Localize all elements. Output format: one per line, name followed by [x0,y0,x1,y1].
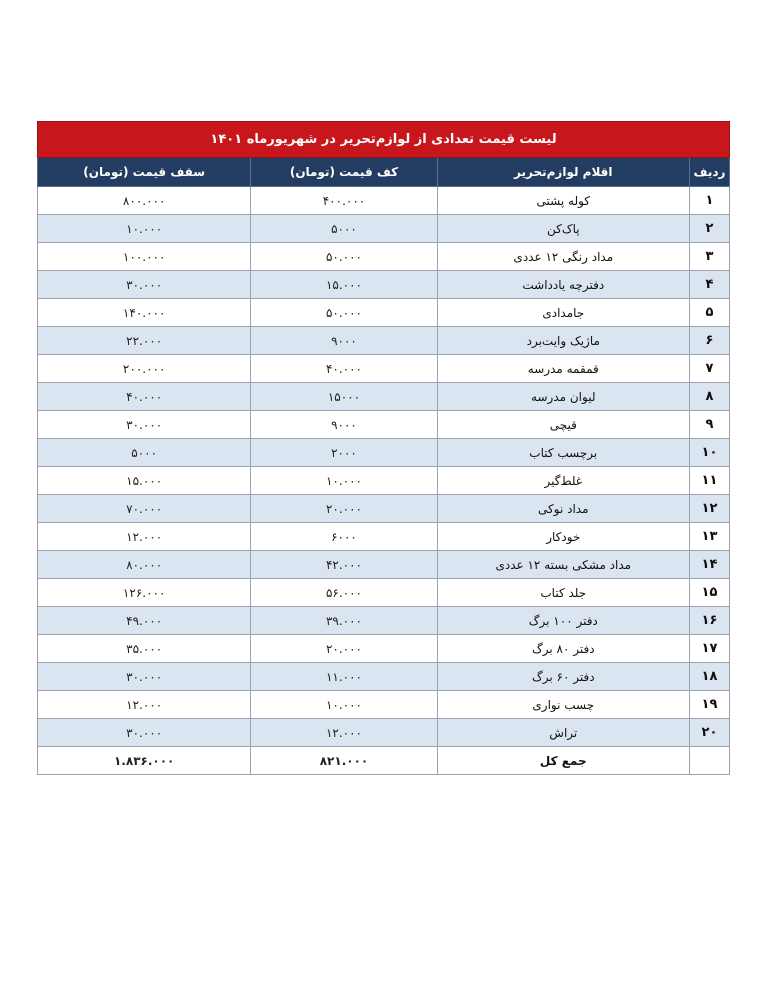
row-index: ۱۵ [689,579,729,607]
header-item: اقلام لوازم‌تحریر [437,158,689,187]
row-max-price: ۴۹.۰۰۰ [38,607,251,635]
row-index: ۹ [689,411,729,439]
row-min-price: ۴۰.۰۰۰ [251,355,437,383]
table-row [38,299,730,327]
row-max-price: ۸۰.۰۰۰ [38,551,251,579]
row-index: ۱۲ [689,495,729,523]
row-min-price: ۱۵.۰۰۰ [251,271,437,299]
row-min-price: ۵۰.۰۰۰ [251,299,437,327]
row-item: لیوان مدرسه [437,383,689,411]
row-item: جامدادی [437,299,689,327]
row-min-price: ۱۲.۰۰۰ [251,719,437,747]
table-row [38,663,730,691]
row-max-price: ۱۰.۰۰۰ [38,215,251,243]
row-max-price: ۳۵.۰۰۰ [38,635,251,663]
table-row [38,215,730,243]
table-row [38,635,730,663]
price-list-table [37,121,730,775]
row-index: ۶ [689,327,729,355]
table-row [38,691,730,719]
row-item: پاک‌کن [437,215,689,243]
row-item: مداد مشکی بسته ۱۲ عددی [437,551,689,579]
total-index-cell [689,747,729,775]
table-row [38,607,730,635]
row-min-price: ۱۵۰۰۰ [251,383,437,411]
row-index: ۷ [689,355,729,383]
total-min-price: ۸۲۱.۰۰۰ [251,747,437,775]
row-min-price: ۴۰۰.۰۰۰ [251,187,437,215]
row-min-price: ۱۰.۰۰۰ [251,691,437,719]
table-title: لیست قیمت تعدادی از لوازم‌تحریر در شهریورماه ۱۴۰۱ [38,122,730,158]
row-item: جلد کتاب [437,579,689,607]
row-index: ۱۱ [689,467,729,495]
table-row [38,523,730,551]
row-index: ۱۰ [689,439,729,467]
row-max-price: ۴۰.۰۰۰ [38,383,251,411]
row-max-price: ۱۲.۰۰۰ [38,691,251,719]
table-title-row [38,122,730,158]
table-row [38,243,730,271]
row-min-price: ۱۰.۰۰۰ [251,467,437,495]
table-row [38,271,730,299]
table-row [38,467,730,495]
row-index: ۱۶ [689,607,729,635]
table-row [38,355,730,383]
row-index: ۱۳ [689,523,729,551]
table-row [38,579,730,607]
row-index: ۱۴ [689,551,729,579]
header-max-price: سقف قیمت (تومان) [38,158,251,187]
row-item: قمقمه مدرسه [437,355,689,383]
row-min-price: ۵۶.۰۰۰ [251,579,437,607]
row-item: دفتر ۱۰۰ برگ [437,607,689,635]
row-item: غلط‌گیر [437,467,689,495]
row-item: دفترچه یادداشت [437,271,689,299]
row-min-price: ۴۲.۰۰۰ [251,551,437,579]
row-index: ۸ [689,383,729,411]
row-max-price: ۱۴۰.۰۰۰ [38,299,251,327]
header-min-price: کف قیمت (تومان) [251,158,437,187]
row-max-price: ۲۲.۰۰۰ [38,327,251,355]
total-label: جمع کل [437,747,689,775]
table-row [38,551,730,579]
row-item: قیچی [437,411,689,439]
table-row [38,495,730,523]
row-item: مداد رنگی ۱۲ عددی [437,243,689,271]
row-max-price: ۱۵.۰۰۰ [38,467,251,495]
row-index: ۴ [689,271,729,299]
row-item: تراش [437,719,689,747]
row-max-price: ۳۰.۰۰۰ [38,411,251,439]
row-max-price: ۵۰۰۰ [38,439,251,467]
row-max-price: ۲۰۰.۰۰۰ [38,355,251,383]
row-item: دفتر ۸۰ برگ [437,635,689,663]
table-row [38,411,730,439]
table-row [38,719,730,747]
row-item: کوله پشتی [437,187,689,215]
row-item: خودکار [437,523,689,551]
row-min-price: ۲۰.۰۰۰ [251,495,437,523]
row-index: ۵ [689,299,729,327]
row-max-price: ۱۲.۰۰۰ [38,523,251,551]
row-item: ماژیک وایت‌برد [437,327,689,355]
row-max-price: ۳۰.۰۰۰ [38,663,251,691]
row-max-price: ۷۰.۰۰۰ [38,495,251,523]
row-index: ۳ [689,243,729,271]
row-item: چسب نواری [437,691,689,719]
table-body [38,187,730,747]
row-item: دفتر ۶۰ برگ [437,663,689,691]
row-min-price: ۹۰۰۰ [251,411,437,439]
total-row [38,747,730,775]
table-header-row [38,158,730,187]
row-min-price: ۲۰۰۰ [251,439,437,467]
row-index: ۲۰ [689,719,729,747]
row-index: ۱۹ [689,691,729,719]
row-item: برچسب کتاب [437,439,689,467]
row-min-price: ۲۰.۰۰۰ [251,635,437,663]
row-index: ۱۷ [689,635,729,663]
row-index: ۱ [689,187,729,215]
row-min-price: ۳۹.۰۰۰ [251,607,437,635]
row-min-price: ۹۰۰۰ [251,327,437,355]
table-row [38,439,730,467]
row-min-price: ۱۱.۰۰۰ [251,663,437,691]
total-max-price: ۱.۸۳۶.۰۰۰ [38,747,251,775]
row-max-price: ۱۲۶.۰۰۰ [38,579,251,607]
table-row [38,327,730,355]
row-min-price: ۵۰.۰۰۰ [251,243,437,271]
row-max-price: ۳۰.۰۰۰ [38,719,251,747]
price-list-table-container [37,121,730,775]
row-max-price: ۸۰۰.۰۰۰ [38,187,251,215]
row-min-price: ۵۰۰۰ [251,215,437,243]
row-item: مداد نوکی [437,495,689,523]
row-min-price: ۶۰۰۰ [251,523,437,551]
header-index: ردیف [689,158,729,187]
row-max-price: ۳۰.۰۰۰ [38,271,251,299]
table-row [38,187,730,215]
table-row [38,383,730,411]
row-max-price: ۱۰۰.۰۰۰ [38,243,251,271]
row-index: ۲ [689,215,729,243]
row-index: ۱۸ [689,663,729,691]
